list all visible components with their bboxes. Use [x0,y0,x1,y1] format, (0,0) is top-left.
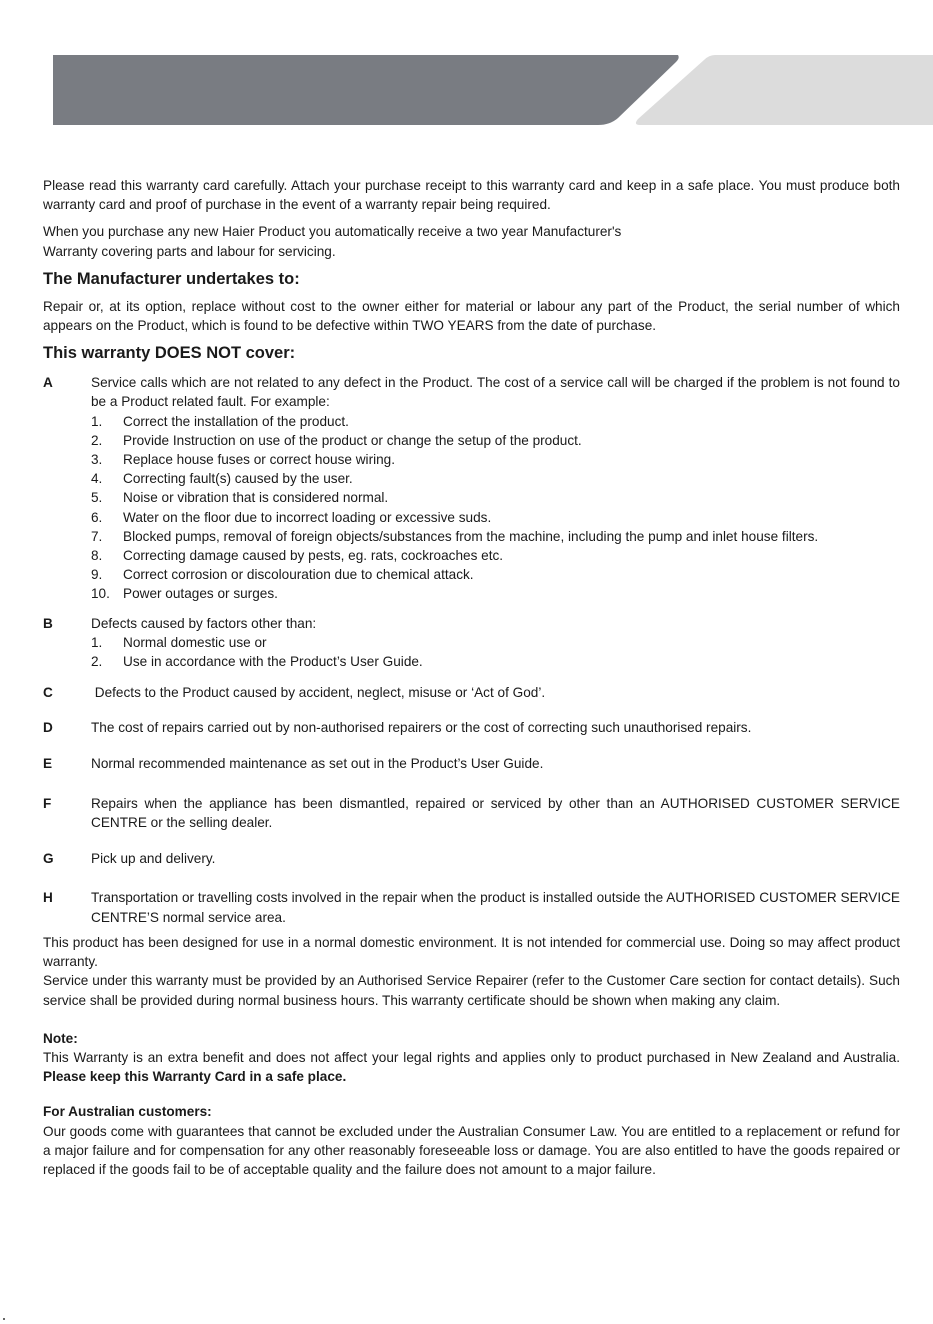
exclusion-f [43,794,900,832]
list-item [91,584,900,603]
item-text: Correct corrosion or discolouration due to chemical attack. [123,567,474,583]
exclusion-e-text: Normal recommended maintenance as set out in the Product’s User Guide. [91,755,544,771]
list-item [91,565,900,584]
item-number: 1. [91,413,103,429]
item-number: 6. [91,509,103,525]
banner-dark-shape [53,55,679,125]
exclusion-d-letter: D [43,720,53,736]
exclusion-g [43,849,900,868]
item-number: 3. [91,452,103,468]
item-text: Power outages or surges. [123,586,278,602]
exclusion-e-letter: E [43,755,53,771]
exclusion-c [43,683,900,702]
exclusion-b-list [91,633,900,671]
intro-paragraph-2-line-1: When you purchase any new Haier Product you automatically receive a two year Manufacturer's [43,224,622,240]
list-item [91,488,900,507]
item-text: Correcting fault(s) caused by the user. [123,471,353,487]
item-text: Correcting damage caused by pests, eg. rats, cockroaches etc. [123,548,504,564]
item-number: 2. [91,432,103,448]
list-item [91,431,900,450]
intro-paragraph-2 [43,222,900,260]
exclusion-h [43,888,900,926]
list-item [91,450,900,469]
exclusion-a-letter: A [43,375,53,391]
not-cover-heading: This warranty DOES NOT cover: [43,344,296,363]
exclusion-b [43,614,900,672]
exclusion-h-letter: H [43,890,53,906]
list-item [91,412,900,431]
domestic-use-paragraph: This product has been designed for use in a normal domestic environment. It is not intended for commercial use. Doing so may affect product warranty. [43,934,900,970]
item-text: Water on the floor due to incorrect loading or excessive suds. [123,509,492,525]
item-number: 1. [91,634,103,650]
exclusion-e [43,754,900,773]
banner-light-shape [636,55,933,125]
list-item [91,527,900,546]
item-number: 9. [91,567,103,583]
item-number: 10. [91,586,110,602]
exclusion-a-list [91,412,900,604]
exclusion-f-text: Repairs when the appliance has been dismantled, repaired or serviced by other than an AUTHORISED CUSTOMER SERVICE CENTRE or the selling dealer. [91,795,900,831]
intro-paragraph-2-line-2: Warranty covering parts and labour for servicing. [43,243,336,259]
list-item [91,508,900,527]
note-bold-text: Please keep this Warranty Card in a safe place. [43,1069,347,1085]
warranty-content [43,176,900,1179]
header-banner [0,0,933,140]
note-heading: Note: [43,1030,78,1046]
exclusion-b-text: Defects caused by factors other than: [91,615,317,631]
service-paragraph: Service under this warranty must be provided by an Authorised Service Repairer (refer to the Customer Care section for contact details). Such service shall be provided during normal business hours. This warranty certificate should be shown when making any claim. [43,973,900,1008]
item-number: 4. [91,471,103,487]
note-text: This Warranty is an extra benefit and does not affect your legal rights and applies only to product purchased in New Zealand and Australia. [43,1049,900,1065]
page-mark [3,1318,5,1320]
exclusion-h-text: Transportation or travelling costs involved in the repair when the product is installed outside the AUTHORISED CUSTOMER SERVICE CENTRE’S normal service area. [91,890,900,925]
exclusion-a [43,373,900,603]
item-text: Provide Instruction on use of the product or change the setup of the product. [123,432,582,448]
item-text: Use in accordance with the Product’s User Guide. [123,654,423,670]
item-text: Normal domestic use or [123,634,267,650]
exclusion-c-text: Defects to the Product caused by accident, neglect, misuse or ‘Act of God’. [91,685,546,701]
list-item [91,546,900,565]
australian-heading: For Australian customers: [43,1104,212,1120]
exclusion-g-letter: G [43,851,54,867]
item-number: 5. [91,490,103,506]
exclusion-d-text: The cost of repairs carried out by non-authorised repairers or the cost of correcting such unauthorised repairs. [91,720,752,736]
item-text: Noise or vibration that is considered normal. [123,490,389,506]
undertakes-text: Repair or, at its option, replace without cost to the owner either for material or labour any part of the Product, the serial number of which appears on the Product, which is found to be defective within TWO YEARS from the date of purchase. [43,298,900,334]
exclusion-c-letter: C [43,685,53,701]
item-text: Replace house fuses or correct house wiring. [123,452,396,468]
list-item [91,633,900,652]
item-text: Correct the installation of the product. [123,413,349,429]
item-text: Blocked pumps, removal of foreign objects/substances from the machine, including the pump and inlet house filters. [123,528,819,544]
exclusion-b-letter: B [43,615,53,631]
intro-paragraph-1: Please read this warranty card carefully. Attach your purchase receipt to this warranty card and keep in a safe place. You must produce both warranty card and proof of purchase in the event of a warranty repair being required. [43,178,900,213]
exclusion-f-letter: F [43,795,52,811]
note-paragraph [43,1048,900,1086]
exclusion-d [43,718,900,737]
exclusion-a-text: Service calls which are not related to any defect in the Product. The cost of a service call will be charged if the problem is not found to be a Product related fault. For example: [91,375,900,410]
item-number: 2. [91,654,103,670]
item-number: 8. [91,548,103,564]
australian-text: Our goods come with guarantees that cannot be excluded under the Australian Consumer Law. You are entitled to a replacement or refund for a major failure and for compensation for any other reasonably foreseeable loss or damage. You are also entitled to have the goods repaired or replaced if the goods fail to be of acceptable quality and the failure does not amount to a major failure. [43,1123,900,1177]
undertakes-heading: The Manufacturer undertakes to: [43,269,300,288]
list-item [91,652,900,671]
exclusion-g-text: Pick up and delivery. [91,851,216,867]
item-number: 7. [91,528,103,544]
list-item [91,469,900,488]
